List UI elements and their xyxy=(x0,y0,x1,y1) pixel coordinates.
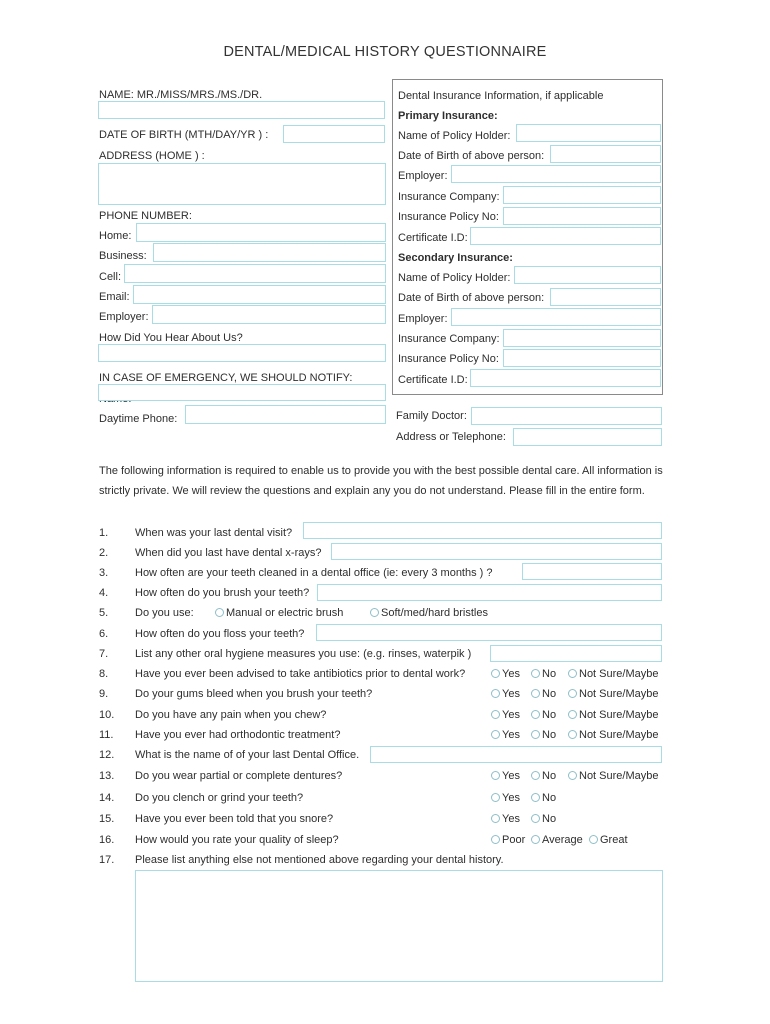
question-number: 2. xyxy=(99,547,109,559)
primary-holder-label: Name of Policy Holder: xyxy=(398,130,511,142)
secondary-policy-field[interactable] xyxy=(503,349,661,367)
primary-employer-label: Employer: xyxy=(398,170,448,182)
primary-policy-field[interactable] xyxy=(503,207,661,225)
q14-yes-option[interactable]: Yes xyxy=(491,791,520,805)
primary-dob-label: Date of Birth of above person: xyxy=(398,150,545,162)
employer-field[interactable] xyxy=(152,305,386,324)
manual-brush-option[interactable]: Manual or electric brush xyxy=(215,606,343,620)
primary-company-label: Insurance Company: xyxy=(398,191,500,203)
business-phone-label: Business: xyxy=(99,250,147,262)
home-phone-field[interactable] xyxy=(136,223,386,242)
secondary-certificate-field[interactable] xyxy=(470,369,661,387)
radio-icon xyxy=(568,710,577,719)
phone-label: PHONE NUMBER: xyxy=(99,210,192,222)
radio-icon xyxy=(531,689,540,698)
question-text: Do you wear partial or complete dentures? xyxy=(135,770,343,782)
radio-icon xyxy=(491,814,500,823)
question-number: 11. xyxy=(99,729,114,741)
radio-icon xyxy=(531,771,540,780)
secondary-certificate-label: Certificate I.D: xyxy=(398,374,468,386)
q10-yes-option[interactable]: Yes xyxy=(491,708,520,722)
question-text: How often do you brush your teeth? xyxy=(135,587,310,599)
referral-label: How Did You Hear About Us? xyxy=(99,332,243,344)
q7-answer-field[interactable] xyxy=(490,645,662,662)
cell-phone-field[interactable] xyxy=(124,264,386,283)
question-number: 14. xyxy=(99,792,115,804)
q8-yes-option[interactable]: Yes xyxy=(491,667,520,681)
q12-answer-field[interactable] xyxy=(370,746,662,763)
referral-field[interactable] xyxy=(98,344,386,362)
primary-policy-label: Insurance Policy No: xyxy=(398,211,499,223)
q9-no-option[interactable]: No xyxy=(531,687,556,701)
radio-icon xyxy=(531,710,540,719)
radio-icon xyxy=(370,608,379,617)
radio-icon xyxy=(491,835,500,844)
bristles-option[interactable]: Soft/med/hard bristles xyxy=(370,606,488,620)
question-number: 17. xyxy=(99,854,115,866)
question-text: When did you last have dental x-rays? xyxy=(135,547,322,559)
secondary-dob-label: Date of Birth of above person: xyxy=(398,292,545,304)
primary-employer-field[interactable] xyxy=(451,165,661,183)
radio-icon xyxy=(568,669,577,678)
emergency-phone-field[interactable] xyxy=(185,405,386,424)
question-text: Do you clench or grind your teeth? xyxy=(135,792,304,804)
primary-certificate-field[interactable] xyxy=(470,227,661,245)
secondary-company-label: Insurance Company: xyxy=(398,333,500,345)
question-number: 8. xyxy=(99,668,109,680)
radio-icon xyxy=(491,793,500,802)
question-text: Do your gums bleed when you brush your teeth? xyxy=(135,688,373,700)
question-text: Have you ever been told that you snore? xyxy=(135,813,334,825)
employer-label: Employer: xyxy=(99,311,149,323)
radio-icon xyxy=(491,669,500,678)
name-field[interactable] xyxy=(98,101,385,119)
radio-icon xyxy=(491,689,500,698)
q3-answer-field[interactable] xyxy=(522,563,662,580)
q11-no-option[interactable]: No xyxy=(531,728,556,742)
primary-insurance-heading: Primary Insurance: xyxy=(398,110,498,122)
radio-icon xyxy=(531,814,540,823)
question-number: 5. xyxy=(99,607,109,619)
question-number: 3. xyxy=(99,567,109,579)
question-number: 13. xyxy=(99,770,115,782)
primary-certificate-label: Certificate I.D: xyxy=(398,232,468,244)
q2-answer-field[interactable] xyxy=(331,543,662,560)
primary-company-field[interactable] xyxy=(503,186,661,204)
question-number: 10. xyxy=(99,709,115,721)
question-number: 7. xyxy=(99,648,109,660)
q4-answer-field[interactable] xyxy=(317,584,662,601)
question-number: 6. xyxy=(99,628,109,640)
emergency-label: IN CASE OF EMERGENCY, WE SHOULD NOTIFY: xyxy=(99,372,353,384)
radio-icon xyxy=(568,771,577,780)
radio-icon xyxy=(491,730,500,739)
email-label: Email: xyxy=(99,291,130,303)
radio-icon xyxy=(531,730,540,739)
business-phone-field[interactable] xyxy=(153,243,386,262)
secondary-insurance-heading: Secondary Insurance: xyxy=(398,252,513,264)
question-text: How would you rate your quality of sleep? xyxy=(135,834,339,846)
question-text: How often are your teeth cleaned in a dental office (ie: every 3 months ) ? xyxy=(135,567,493,579)
radio-icon xyxy=(589,835,598,844)
question-text: Please list anything else not mentioned above regarding your dental history. xyxy=(135,854,504,866)
radio-icon xyxy=(531,835,540,844)
intro-paragraph: The following information is required to enable us to provide you with the best possible dental care. All information is strictly private. We will review the questions and explain any you do not understand. Please fill in the entire form. xyxy=(99,465,663,498)
question-text: Do you use: xyxy=(135,607,194,619)
q13-yes-option[interactable]: Yes xyxy=(491,769,520,783)
question-number: 9. xyxy=(99,688,109,700)
q9-yes-option[interactable]: Yes xyxy=(491,687,520,701)
family-doctor-label: Family Doctor: xyxy=(396,410,467,422)
primary-dob-field[interactable] xyxy=(550,145,661,163)
question-text: How often do you floss your teeth? xyxy=(135,628,305,640)
q10-notsure-option[interactable]: Not Sure/Maybe xyxy=(568,708,658,722)
q13-notsure-option[interactable]: Not Sure/Maybe xyxy=(568,769,658,783)
question-number: 1. xyxy=(99,527,109,539)
radio-icon xyxy=(491,771,500,780)
q16-average-option[interactable]: Average xyxy=(531,833,583,847)
q6-answer-field[interactable] xyxy=(316,624,662,641)
secondary-holder-field[interactable] xyxy=(514,266,661,284)
family-doctor-field[interactable] xyxy=(471,407,662,425)
q11-notsure-option[interactable]: Not Sure/Maybe xyxy=(568,728,658,742)
emergency-name-field[interactable] xyxy=(98,384,386,401)
q8-no-option[interactable]: No xyxy=(531,667,556,681)
radio-icon xyxy=(568,689,577,698)
home-phone-label: Home: xyxy=(99,230,132,242)
q9-notsure-option[interactable]: Not Sure/Maybe xyxy=(568,687,658,701)
secondary-holder-label: Name of Policy Holder: xyxy=(398,272,511,284)
q14-no-option[interactable]: No xyxy=(531,791,556,805)
question-text: Have you ever had orthodontic treatment? xyxy=(135,729,341,741)
question-number: 4. xyxy=(99,587,109,599)
page-title: DENTAL/MEDICAL HISTORY QUESTIONNAIRE xyxy=(223,44,547,60)
q16-poor-option[interactable]: Poor xyxy=(491,833,525,847)
q15-no-option[interactable]: No xyxy=(531,812,556,826)
dob-label: DATE OF BIRTH (MTH/DAY/YR ) : xyxy=(99,129,269,141)
secondary-company-field[interactable] xyxy=(503,329,661,347)
radio-icon xyxy=(215,608,224,617)
q15-yes-option[interactable]: Yes xyxy=(491,812,520,826)
primary-holder-field[interactable] xyxy=(516,124,661,142)
question-number: 15. xyxy=(99,813,115,825)
q11-yes-option[interactable]: Yes xyxy=(491,728,520,742)
q17-answer-textarea[interactable] xyxy=(135,870,663,982)
secondary-dob-field[interactable] xyxy=(550,288,661,306)
email-field[interactable] xyxy=(133,285,386,304)
dob-field[interactable] xyxy=(283,125,385,143)
address-field[interactable] xyxy=(98,163,386,205)
question-text: Do you have any pain when you chew? xyxy=(135,709,327,721)
question-text: List any other oral hygiene measures you use: (e.g. rinses, waterpik ) xyxy=(135,648,472,660)
radio-icon xyxy=(531,669,540,678)
q1-answer-field[interactable] xyxy=(303,522,662,539)
question-text: When was your last dental visit? xyxy=(135,527,293,539)
doctor-contact-field[interactable] xyxy=(513,428,662,446)
emergency-phone-label: Daytime Phone: xyxy=(99,413,178,425)
secondary-policy-label: Insurance Policy No: xyxy=(398,353,499,365)
question-text: Have you ever been advised to take antibiotics prior to dental work? xyxy=(135,668,466,680)
q16-great-option[interactable]: Great xyxy=(589,833,628,847)
question-number: 16. xyxy=(99,834,115,846)
question-text: What is the name of of your last Dental Office. xyxy=(135,749,360,761)
radio-icon xyxy=(568,730,577,739)
q13-no-option[interactable]: No xyxy=(531,769,556,783)
address-label: ADDRESS (HOME ) : xyxy=(99,150,205,162)
radio-icon xyxy=(531,793,540,802)
question-number: 12. xyxy=(99,749,115,761)
secondary-employer-field[interactable] xyxy=(451,308,661,326)
secondary-employer-label: Employer: xyxy=(398,313,448,325)
name-label: NAME: MR./MISS/MRS./MS./DR. xyxy=(99,89,263,101)
cell-phone-label: Cell: xyxy=(99,271,122,283)
q10-no-option[interactable]: No xyxy=(531,708,556,722)
insurance-heading: Dental Insurance Information, if applicable xyxy=(398,90,604,102)
radio-icon xyxy=(491,710,500,719)
doctor-contact-label: Address or Telephone: xyxy=(396,431,506,443)
q8-notsure-option[interactable]: Not Sure/Maybe xyxy=(568,667,658,681)
